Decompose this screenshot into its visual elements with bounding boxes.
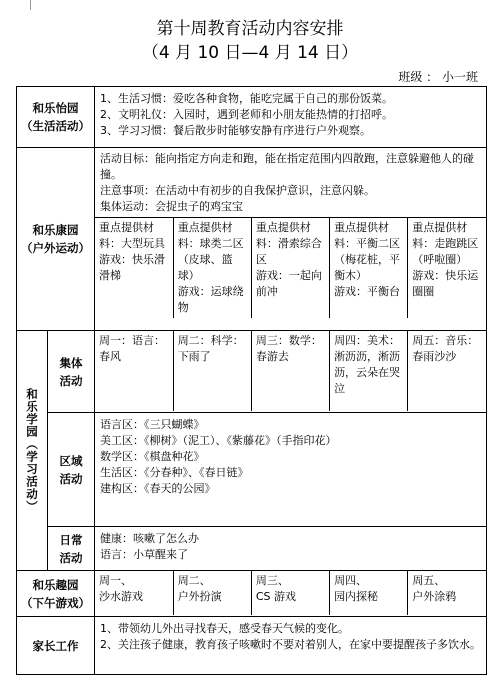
class-label: 班级 ： 小一班 (398, 70, 478, 84)
afternoon-day: 周五、 户外涂鸦 (408, 571, 486, 615)
page-subtitle: （4 月 10 日—4 月 14 日） (141, 43, 359, 63)
parents-content (95, 617, 487, 675)
study-daily-label: 日常活动 (48, 527, 95, 571)
study-area-content (95, 413, 487, 527)
study-area-label: 区域活动 (48, 413, 95, 527)
afternoon-day: 周一、 沙水游戏 (99, 574, 143, 603)
afternoon-days (95, 571, 486, 615)
afternoon-row (17, 571, 487, 617)
study-daily-content (95, 527, 487, 571)
outdoor-section-label (17, 148, 95, 331)
afternoon-day: 周三、 CS 游戏 (251, 571, 329, 615)
life-section-type: （生活活动） (21, 119, 90, 133)
area-item: 数学区：《棋盘种花》 (100, 450, 205, 463)
life-line: 3、学习习惯：餐后散步时能够安静有序进行户外观察。 (100, 124, 371, 137)
life-section-name: 和乐怡园 (32, 101, 79, 115)
study-group-content (95, 331, 487, 413)
group-day: 周三：数学：春游去 (251, 331, 329, 411)
schedule-table (16, 86, 487, 675)
area-item: 生活区：《分春种》、《春日链》 (100, 466, 249, 479)
parents-section-label: 家长工作 (17, 617, 95, 675)
study-area-row (17, 413, 487, 527)
area-item: 建构区：《春天的公园》 (100, 482, 216, 495)
outdoor-section-type: （户外运动） (21, 241, 90, 255)
group-day: 周四：美术：淅沥沥，淅沥沥，云朵在哭泣 (330, 331, 408, 411)
outdoor-zones (95, 217, 486, 318)
page-title: 第十周教育活动内容安排 (156, 19, 344, 39)
group-day: 周二：科学：下雨了 (173, 331, 251, 411)
afternoon-section-name: 和乐趣园 (32, 577, 79, 592)
outdoor-section-name: 和乐康园 (32, 223, 79, 237)
outdoor-zone: 重点提供材料：平衡二区（梅花桩，平衡木） 游戏：平衡台 (330, 218, 408, 319)
afternoon-section-label (17, 571, 95, 617)
study-group-row (17, 331, 487, 413)
parents-line: 2、关注孩子健康，教育孩子咳嗽时不要对着别人，在家中要提醒孩子多饮水。 (100, 638, 481, 651)
outdoor-row (17, 148, 487, 331)
parents-line: 1、带领幼儿外出寻找春天，感受春天气候的变化。 (100, 622, 349, 635)
outdoor-zone: 重点提供材料：大型玩具 游戏：快乐滑滑梯 (99, 221, 165, 282)
life-line: 1、生活习惯：爱吃各种食物，能吃完属于自己的那份饭菜。 (100, 92, 393, 105)
parents-row (17, 617, 487, 675)
outdoor-goal: 活动目标：能向指定方向走和跑，能在指定范围内四散跑，注意躲避他人的碰撞。 (100, 152, 474, 181)
daily-item: 健康：咳嗽了怎么办 (100, 532, 199, 545)
group-day: 周五：音乐：春雨沙沙 (408, 331, 486, 411)
outdoor-zone: 重点提供材料：走跑跳区（呼啦圈） 游戏：快乐运圈圈 (408, 218, 486, 319)
outdoor-group-game: 集体运动：会捉虫子的鸡宝宝 (100, 200, 243, 213)
area-item: 语言区：《三只蝴蝶》 (100, 418, 205, 431)
afternoon-day: 周四、 园内探秘 (330, 571, 408, 615)
afternoon-content (95, 571, 487, 617)
study-section-name: 和乐学园（学习活动） (25, 388, 39, 513)
outdoor-zone: 重点提供材料：滑索综合区 游戏：一起向前冲 (251, 218, 329, 319)
outdoor-note: 注意事项：在活动中有初步的自我保护意识，注意闪躲。 (100, 184, 375, 197)
group-day: 周一：语言：春风 (99, 334, 165, 363)
daily-item: 语言：小草醒来了 (100, 548, 188, 561)
life-line: 2、文明礼仪：入园时，遇到老师和小朋友能热情的打招呼。 (100, 108, 393, 121)
afternoon-section-type: （下午游戏） (21, 595, 90, 610)
life-content (95, 87, 487, 148)
area-item: 美工区：《柳树》（泥工）、《紫藤花》（手指印花） (100, 434, 337, 447)
study-group-label: 集体活动 (48, 331, 95, 413)
afternoon-day: 周二、 户外扮演 (173, 571, 251, 615)
study-section-label (17, 331, 48, 571)
outdoor-content (95, 148, 487, 331)
outdoor-zone: 重点提供材料：球类二区（皮球、篮球） 游戏：运球绕物 (173, 218, 251, 319)
study-daily-row (17, 527, 487, 571)
life-section-label (17, 87, 95, 148)
page-corner-mark (30, 0, 31, 10)
life-row (17, 87, 487, 148)
study-group-days (95, 331, 486, 411)
